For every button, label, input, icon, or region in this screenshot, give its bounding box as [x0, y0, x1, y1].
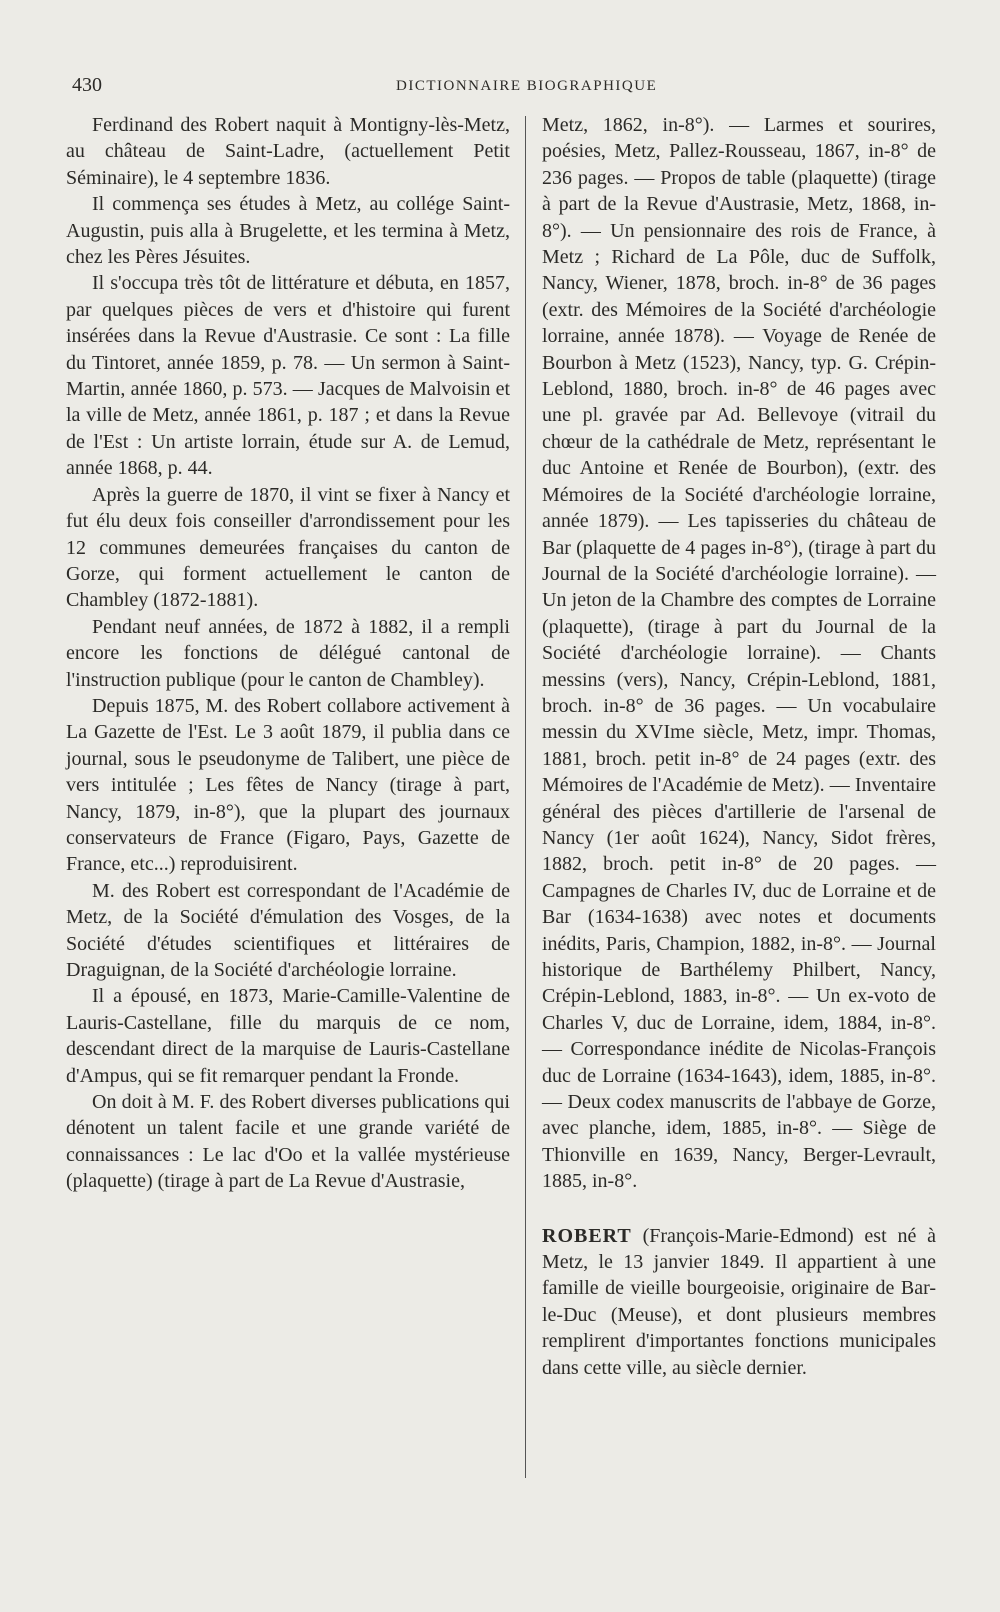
running-head	[72, 74, 952, 98]
paragraph-birth: Ferdinand des Robert naquit à Montigny-lès-Metz, au château de Saint-Ladre, (actuellement Petit Séminaire), le 4 septembre 1836.	[66, 114, 510, 189]
column-divider	[525, 116, 526, 1478]
paragraph-literature: Il s'occupa très tôt de littérature et débuta, en 1857, par quelques pièces de vers et d'histoire qui furent insérées dans la Revue d'Austrasie. Ce sont : La fille du Tintoret, année 1859, p. 78. — Un sermon à Saint-Martin, année 1860, p. 573. — Jacques de Malvoisin et la ville de Metz, année 1861, p. 187 ; et dans la Revue de l'Est : Un artiste lorrain, étude sur A. de Lemud, année 1868, p. 44.	[66, 272, 510, 480]
left-column	[66, 112, 510, 1195]
running-title: DICTIONNAIRE BIOGRAPHIQUE	[396, 78, 658, 94]
right-column	[542, 112, 936, 1381]
paragraph-gazette: Depuis 1875, M. des Robert collabore activement à La Gazette de l'Est. Le 3 août 1879, il publia dans ce journal, sous le pseudonyme de Talibert, une pièce de vers intitulée ; Les fêtes de Nancy (tirage à part, Nancy, 1879, in-8°), que la plupart des journaux conservateurs de France (Figaro, Pays, Gazette de France, etc...) reproduisirent.	[66, 694, 510, 876]
paragraph-academies: M. des Robert est correspondant de l'Académie de Metz, de la Société d'émulation des Vosges, de la Société d'études scientifiques et littéraires de Draguignan, de la Société d'archéologie lorraine.	[66, 879, 510, 981]
paragraph-studies: Il commença ses études à Metz, au collége Saint-Augustin, puis alla à Brugelette, et les termina à Metz, chez les Pères Jésuites.	[66, 193, 510, 269]
paragraph-nancy: Après la guerre de 1870, il vint se fixer à Nancy et fut élu deux fois conseiller d'arrondissement pour les 12 communes demeurées françaises du canton de Gorze, qui forment actuellement le canton de Chambley (1872-1881).	[66, 483, 510, 612]
entry-headword: ROBERT	[542, 1224, 632, 1247]
entry-body: (François-Marie-Edmond) est né à Metz, le 13 janvier 1849. Il appartient à une famille de vieille bourgeoisie, originaire de Bar-le-Duc (Meuse), et dont plusieurs membres remplirent d'importantes fonctions municipales dans cette ville, au siècle dernier.	[542, 1224, 936, 1379]
entry-robert-edmond	[542, 1223, 936, 1381]
paragraph-marriage: Il a épousé, en 1873, Marie-Camille-Valentine de Lauris-Castellane, fille du marquis de ce nom, descendant direct de la marquise de Lauris-Castellane d'Ampus, qui se fit remarquer pendant la Fronde.	[66, 985, 510, 1087]
paragraph-publications-continued: Metz, 1862, in-8°). — Larmes et sourires, poésies, Metz, Pallez-Rousseau, 1867, in-8° de 236 pages. — Propos de table (plaquette) (tirage à part de la Revue d'Austrasie, Metz, 1868, in-8°). — Un pensionnaire des rois de France, à Metz ; Richard de La Pôle, duc de Suffolk, Nancy, Wiener, 1878, broch. in-8° de 36 pages (extr. des Mémoires de la Société d'archéologie lorraine, année 1878). — Voyage de Renée de Bourbon à Metz (1523), Nancy, typ. G. Crépin-Leblond, 1880, broch. in-8° de 46 pages avec une pl. gravée par Ad. Bellevoye (vitrail du chœur de la cathédrale de Metz, représentant le duc Antoine et Renée de Bourbon), (extr. des Mémoires de la Société d'archéologie lorraine, année 1879). — Les tapisseries du château de Bar (plaquette de 4 pages in-8°), (tirage à part du Journal de la Société d'archéologie lorraine). — Un jeton de la Chambre des comptes de Lorraine (plaquette), (tirage à part du Journal de la Société d'archéologie lorraine). — Chants messins (vers), Nancy, Crépin-Leblond, 1881, broch. in-8° de 36 pages. — Un vocabulaire messin du XVIme siècle, Metz, impr. Thomas, 1881, broch. petit in-8° de 24 pages (extr. des Mémoires de l'Académie de Metz). — Inventaire général des pièces d'artillerie de l'arsenal de Nancy (1er août 1624), Nancy, Sidot frères, 1882, broch. petit in-8° de 20 pages. — Campagnes de Charles IV, duc de Lorraine et de Bar (1634-1638) avec notes et documents inédits, Paris, Champion, 1882, in-8°. — Journal historique de Barthélemy Philbert, Nancy, Crépin-Leblond, 1883, in-8°. — Un ex-voto de Charles V, duc de Lorraine, idem, 1884, in-8°. — Correspondance inédite de Nicolas-François duc de Lorraine (1634-1643), idem, 1885, in-8°. — Deux codex manuscrits de l'abbaye de Gorze, avec planche, idem, 1885, in-8°. — Siège de Thionville en 1639, Nancy, Berger-Levrault, 1885, in-8°.	[542, 114, 936, 1193]
paragraph-publications: On doit à M. F. des Robert diverses publications qui dénotent un talent facile et une grande variété de connaissances : Le lac d'Oo et la vallée mystérieuse (plaquette) (tirage à part de La Revue d'Austrasie,	[66, 1091, 510, 1193]
paragraph-delegate: Pendant neuf années, de 1872 à 1882, il a rempli encore les fonctions de délégué cantonal de l'instruction publique (pour le canton de Chambley).	[66, 615, 510, 691]
page-number: 430	[72, 74, 102, 96]
